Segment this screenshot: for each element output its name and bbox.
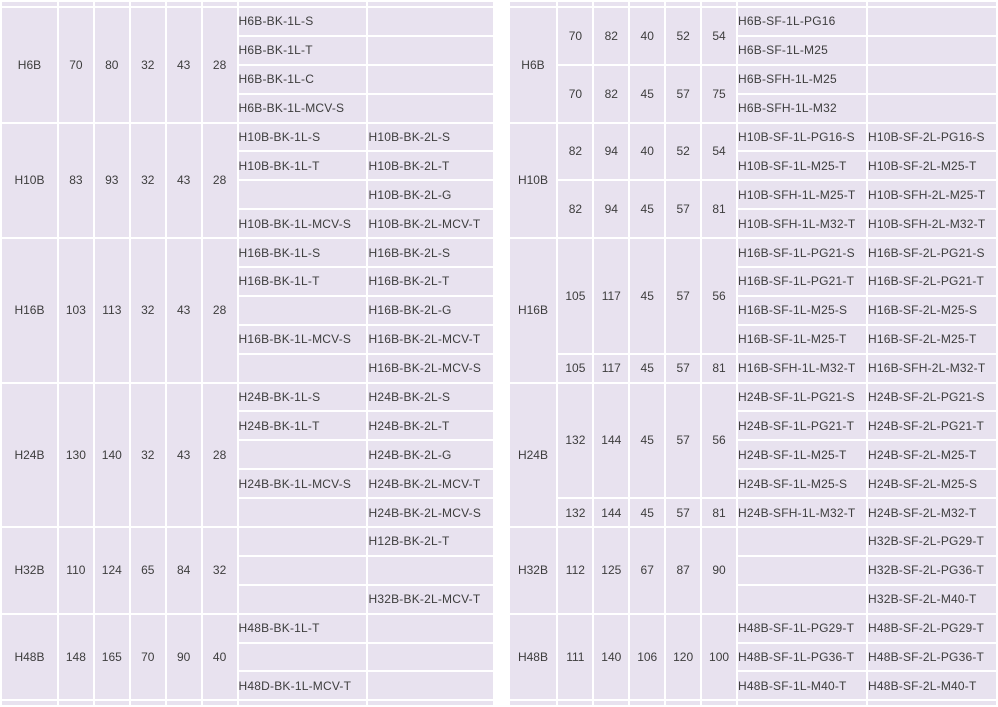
part-number-cell: H24B-SF-2L-PG21-S <box>867 383 997 412</box>
dimension-cell: 43 <box>166 7 202 123</box>
dimension-cell: 81 <box>701 354 737 383</box>
table-row <box>509 498 998 527</box>
dimension-cell: 82 <box>593 65 629 123</box>
part-number-cell <box>867 65 997 94</box>
part-number-cell: H48B-SF-1L-PG29-T <box>737 614 867 643</box>
part-number-cell <box>238 180 368 209</box>
part-number-cell: H16B-SF-1L-M25-S <box>737 296 867 325</box>
part-number-cell: H16B-SF-1L-PG21-S <box>737 238 867 267</box>
dimension-cell: 70 <box>557 7 593 65</box>
dimension-cell: 90 <box>166 614 202 701</box>
dimension-cell: 94 <box>593 180 629 238</box>
dimension-cell: 120 <box>665 614 701 701</box>
model-cell: H6B <box>1 7 58 123</box>
part-number-cell: H10B-BK-1L-T <box>238 151 368 180</box>
part-number-cell: H24B-BK-2L-MCV-S <box>367 498 493 527</box>
part-number-cell <box>367 643 493 672</box>
dimension-cell: 57 <box>665 65 701 123</box>
part-number-cell: H6B-SFH-1L-M32 <box>737 94 867 123</box>
part-number-cell: H12B-BK-2L-T <box>367 527 493 556</box>
part-number-cell: H24B-SF-1L-PG21-S <box>737 383 867 412</box>
model-cell: H32B <box>509 527 558 614</box>
part-number-cell: H16B-SF-1L-PG21-T <box>737 267 867 296</box>
dimension-cell: 70 <box>130 614 166 701</box>
dimension-cell: 40 <box>629 7 665 65</box>
dimension-cell: 54 <box>701 7 737 65</box>
part-number-cell: H10B-SFH-1L-M32-T <box>737 209 867 238</box>
part-number-cell <box>238 527 368 556</box>
dimension-cell: 40 <box>202 614 238 701</box>
part-number-cell <box>737 585 867 614</box>
part-number-cell: H10B-SF-2L-PG16-S <box>867 123 997 152</box>
part-number-cell <box>867 7 997 36</box>
part-number-cell: H24B-SF-2L-M25-S <box>867 469 997 498</box>
dimension-cell: 45 <box>629 498 665 527</box>
part-number-cell <box>238 354 368 383</box>
part-number-cell <box>238 643 368 672</box>
partial-cell <box>557 700 593 706</box>
model-cell: H10B <box>1 123 58 239</box>
part-number-cell: H48B-SF-1L-M40-T <box>737 671 867 700</box>
partial-bottom-row <box>1 700 494 706</box>
part-number-cell: H48B-SF-2L-PG36-T <box>867 643 997 672</box>
part-number-cell: H16B-BK-2L-S <box>367 238 493 267</box>
part-number-cell: H10B-BK-1L-MCV-S <box>238 209 368 238</box>
part-number-cell: H16B-SF-2L-M25-S <box>867 296 997 325</box>
part-number-cell <box>238 296 368 325</box>
table-row <box>509 527 998 556</box>
part-number-cell: H24B-SFH-1L-M32-T <box>737 498 867 527</box>
dimension-cell: 32 <box>130 383 166 527</box>
dimension-cell: 90 <box>701 527 737 614</box>
part-number-cell: H24B-SF-1L-M25-T <box>737 440 867 469</box>
dimension-cell: 54 <box>701 123 737 181</box>
dimension-cell: 28 <box>202 7 238 123</box>
part-number-cell: H10B-SF-1L-PG16-S <box>737 123 867 152</box>
part-number-cell: H48D-BK-1L-MCV-T <box>238 671 368 700</box>
dimension-cell: 105 <box>557 238 593 354</box>
part-number-cell: H24B-BK-1L-S <box>238 383 368 412</box>
dimension-cell: 144 <box>593 383 629 499</box>
table-row <box>1 527 494 556</box>
part-number-cell: H24B-BK-2L-T <box>367 411 493 440</box>
dimension-cell: 105 <box>557 354 593 383</box>
dimension-cell: 82 <box>557 180 593 238</box>
part-number-cell: H24B-SF-2L-M32-T <box>867 498 997 527</box>
table-row <box>509 7 998 36</box>
part-number-cell: H6B-BK-1L-MCV-S <box>238 94 368 123</box>
left-spec-table <box>0 0 495 707</box>
dimension-cell: 82 <box>557 123 593 181</box>
partial-cell <box>593 700 629 706</box>
part-number-cell: H24B-BK-2L-MCV-T <box>367 469 493 498</box>
part-number-cell: H6B-BK-1L-C <box>238 65 368 94</box>
dimension-cell: 32 <box>130 123 166 239</box>
dimension-cell: 52 <box>665 123 701 181</box>
part-number-cell <box>238 440 368 469</box>
dimension-cell: 117 <box>593 238 629 354</box>
part-number-cell: H24B-SF-1L-M25-S <box>737 469 867 498</box>
dimension-cell: 75 <box>701 65 737 123</box>
part-number-cell: H48B-SF-1L-PG36-T <box>737 643 867 672</box>
dimension-cell: 56 <box>701 238 737 354</box>
model-cell: H16B <box>509 238 558 382</box>
dimension-cell: 45 <box>629 354 665 383</box>
part-number-cell: H16B-SF-2L-PG21-S <box>867 238 997 267</box>
left-table-body <box>1 1 494 706</box>
partial-cell <box>202 700 238 706</box>
dimension-cell: 43 <box>166 123 202 239</box>
part-number-cell <box>867 36 997 65</box>
part-number-cell: H10B-SFH-1L-M25-T <box>737 180 867 209</box>
part-number-cell: H24B-BK-1L-MCV-S <box>238 469 368 498</box>
part-number-cell <box>367 671 493 700</box>
part-number-cell <box>367 556 493 585</box>
dimension-cell: 113 <box>94 238 130 382</box>
part-number-cell: H16B-SF-2L-M25-T <box>867 325 997 354</box>
dimension-cell: 83 <box>58 123 94 239</box>
part-number-cell: H10B-SFH-2L-M32-T <box>867 209 997 238</box>
part-number-cell: H10B-BK-1L-S <box>238 123 368 152</box>
table-row <box>509 383 998 412</box>
part-number-cell: H10B-BK-2L-S <box>367 123 493 152</box>
part-number-cell: H10B-SF-2L-M25-T <box>867 151 997 180</box>
dimension-cell: 45 <box>629 383 665 499</box>
dimension-cell: 93 <box>94 123 130 239</box>
dimension-cell: 40 <box>629 123 665 181</box>
dimension-cell: 52 <box>665 7 701 65</box>
dimension-cell: 94 <box>593 123 629 181</box>
part-number-cell: H48B-SF-2L-PG29-T <box>867 614 997 643</box>
dimension-cell: 28 <box>202 123 238 239</box>
part-number-cell <box>238 556 368 585</box>
table-row <box>1 238 494 267</box>
part-number-cell <box>737 527 867 556</box>
part-number-cell: H24B-SF-1L-PG21-T <box>737 411 867 440</box>
dimension-cell: 56 <box>701 383 737 499</box>
partial-cell <box>166 700 202 706</box>
dimension-cell: 32 <box>202 527 238 614</box>
table-row <box>1 383 494 412</box>
part-number-cell: H48B-SF-2L-M40-T <box>867 671 997 700</box>
table-row <box>509 123 998 152</box>
dimension-cell: 81 <box>701 180 737 238</box>
dimension-cell: 81 <box>701 498 737 527</box>
part-number-cell <box>367 614 493 643</box>
part-number-cell: H16B-SF-1L-M25-T <box>737 325 867 354</box>
part-number-cell <box>867 94 997 123</box>
dimension-cell: 28 <box>202 383 238 527</box>
partial-cell <box>701 700 737 706</box>
dimension-cell: 43 <box>166 238 202 382</box>
dimension-cell: 57 <box>665 354 701 383</box>
part-number-cell <box>367 36 493 65</box>
dimension-cell: 80 <box>94 7 130 123</box>
partial-cell <box>1 700 58 706</box>
model-cell: H32B <box>1 527 58 614</box>
dimension-cell: 57 <box>665 383 701 499</box>
partial-cell <box>130 700 166 706</box>
model-cell: H10B <box>509 123 558 239</box>
part-number-cell: H16B-BK-2L-G <box>367 296 493 325</box>
partial-cell <box>665 700 701 706</box>
dimension-cell: 32 <box>130 238 166 382</box>
part-number-cell: H24B-SF-2L-M25-T <box>867 440 997 469</box>
dimension-cell: 32 <box>130 7 166 123</box>
model-cell: H48B <box>1 614 58 701</box>
part-number-cell: H10B-BK-2L-MCV-T <box>367 209 493 238</box>
part-number-cell <box>238 585 368 614</box>
model-cell: H16B <box>1 238 58 382</box>
dimension-cell: 43 <box>166 383 202 527</box>
partial-cell <box>867 700 997 706</box>
part-number-cell <box>238 498 368 527</box>
table-row <box>509 180 998 209</box>
partial-bottom-row <box>509 700 998 706</box>
table-row <box>1 7 494 36</box>
part-number-cell: H16B-BK-2L-T <box>367 267 493 296</box>
part-number-cell: H6B-SF-1L-PG16 <box>737 7 867 36</box>
part-number-cell <box>737 556 867 585</box>
dimension-cell: 140 <box>94 383 130 527</box>
model-cell: H24B <box>1 383 58 527</box>
dimension-cell: 117 <box>593 354 629 383</box>
part-number-cell: H16B-BK-2L-MCV-T <box>367 325 493 354</box>
table-row <box>509 614 998 643</box>
dimension-cell: 45 <box>629 65 665 123</box>
table-row <box>1 123 494 152</box>
dimension-cell: 28 <box>202 238 238 382</box>
part-number-cell: H24B-BK-2L-S <box>367 383 493 412</box>
part-number-cell: H16B-BK-2L-MCV-S <box>367 354 493 383</box>
part-number-cell: H24B-BK-2L-G <box>367 440 493 469</box>
part-number-cell: H10B-BK-2L-G <box>367 180 493 209</box>
partial-cell <box>737 700 867 706</box>
part-number-cell <box>367 65 493 94</box>
dimension-cell: 57 <box>665 180 701 238</box>
dimension-cell: 111 <box>557 614 593 701</box>
part-number-cell: H10B-SF-1L-M25-T <box>737 151 867 180</box>
partial-cell <box>238 700 368 706</box>
right-spec-table <box>508 0 998 707</box>
part-number-cell: H24B-SF-2L-PG21-T <box>867 411 997 440</box>
part-number-cell: H32B-SF-2L-M40-T <box>867 585 997 614</box>
dimension-cell: 148 <box>58 614 94 701</box>
dimension-cell: 132 <box>557 498 593 527</box>
dimension-cell: 112 <box>557 527 593 614</box>
dimension-cell: 103 <box>58 238 94 382</box>
dimension-cell: 125 <box>593 527 629 614</box>
part-number-cell: H16B-BK-1L-T <box>238 267 368 296</box>
dimension-cell: 100 <box>701 614 737 701</box>
part-number-cell: H10B-BK-2L-T <box>367 151 493 180</box>
part-number-cell: H32B-BK-2L-MCV-T <box>367 585 493 614</box>
part-number-cell: H16B-BK-1L-S <box>238 238 368 267</box>
part-number-cell: H6B-BK-1L-T <box>238 36 368 65</box>
dimension-cell: 132 <box>557 383 593 499</box>
part-number-cell: H6B-SF-1L-M25 <box>737 36 867 65</box>
dimension-cell: 124 <box>94 527 130 614</box>
dimension-cell: 84 <box>166 527 202 614</box>
table-row <box>509 238 998 267</box>
part-number-cell <box>367 7 493 36</box>
model-cell: H24B <box>509 383 558 527</box>
dimension-cell: 82 <box>593 7 629 65</box>
model-cell: H48B <box>509 614 558 701</box>
partial-cell <box>509 700 558 706</box>
part-number-cell: H32B-SF-2L-PG36-T <box>867 556 997 585</box>
dimension-cell: 106 <box>629 614 665 701</box>
dimension-cell: 110 <box>58 527 94 614</box>
partial-cell <box>367 700 493 706</box>
dimension-cell: 70 <box>557 65 593 123</box>
table-row <box>1 614 494 643</box>
right-table-body <box>509 1 998 706</box>
part-number-cell: H10B-SFH-2L-M25-T <box>867 180 997 209</box>
dimension-cell: 165 <box>94 614 130 701</box>
dimension-cell: 57 <box>665 498 701 527</box>
part-number-cell: H32B-SF-2L-PG29-T <box>867 527 997 556</box>
dimension-cell: 45 <box>629 238 665 354</box>
partial-cell <box>94 700 130 706</box>
dimension-cell: 70 <box>58 7 94 123</box>
model-cell: H6B <box>509 7 558 123</box>
part-number-cell: H16B-SF-2L-PG21-T <box>867 267 997 296</box>
partial-cell <box>58 700 94 706</box>
part-number-cell <box>367 94 493 123</box>
part-number-cell: H24B-BK-1L-T <box>238 411 368 440</box>
part-number-cell: H6B-BK-1L-S <box>238 7 368 36</box>
dimension-cell: 87 <box>665 527 701 614</box>
dimension-cell: 67 <box>629 527 665 614</box>
part-number-cell: H16B-BK-1L-MCV-S <box>238 325 368 354</box>
dimension-cell: 130 <box>58 383 94 527</box>
dimension-cell: 144 <box>593 498 629 527</box>
part-number-cell: H48B-BK-1L-T <box>238 614 368 643</box>
table-row <box>509 65 998 94</box>
part-number-cell: H16B-SFH-1L-M32-T <box>737 354 867 383</box>
part-number-cell: H6B-SFH-1L-M25 <box>737 65 867 94</box>
dimension-cell: 45 <box>629 180 665 238</box>
table-row <box>509 354 998 383</box>
dimension-cell: 65 <box>130 527 166 614</box>
partial-cell <box>629 700 665 706</box>
part-number-cell: H16B-SFH-2L-M32-T <box>867 354 997 383</box>
dimension-cell: 140 <box>593 614 629 701</box>
dimension-cell: 57 <box>665 238 701 354</box>
